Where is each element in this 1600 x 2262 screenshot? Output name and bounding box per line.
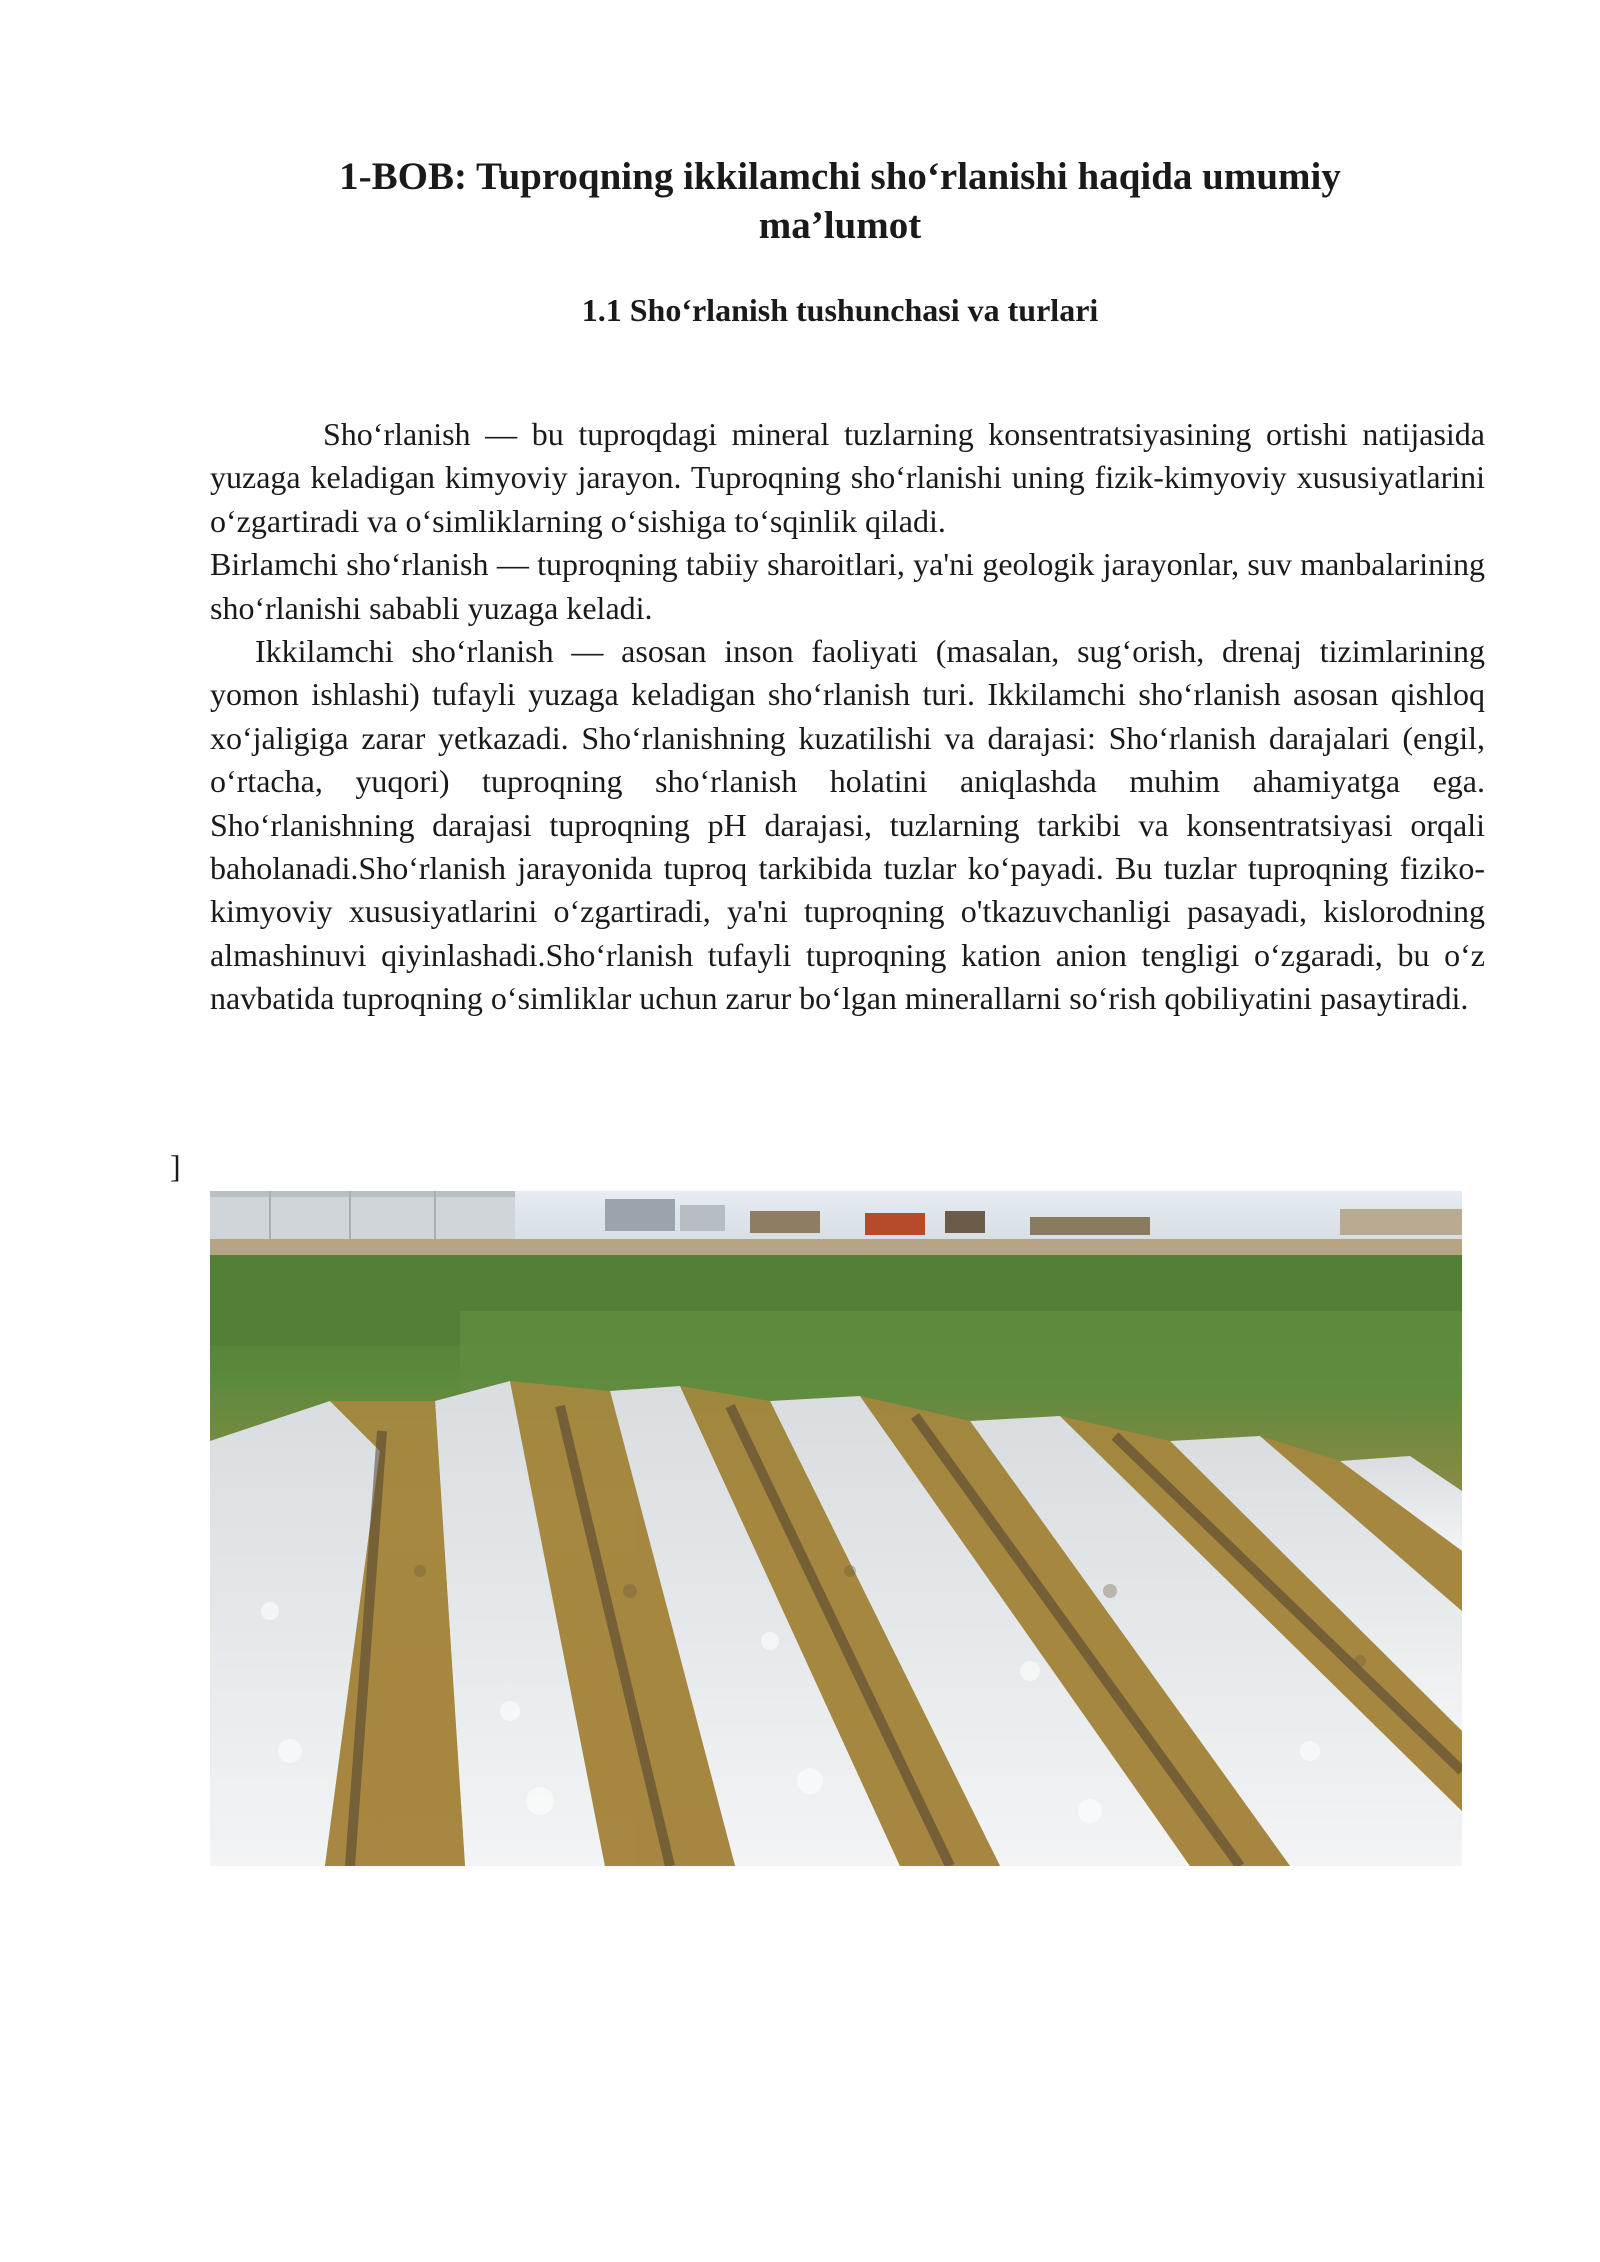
chapter-title (210, 152, 1470, 250)
chapter-title-line-2: ma’lumot (758, 204, 922, 247)
paragraph-secondary-salinization: Ikkilamchi sho‘rlanish — asosan inson faoliyati (masalan, sug‘orish, drenaj tizimlarining yomon ishlashi) tufayli yuzaga keladigan sho‘rlanish turi. Ikkilamchi sho‘rlanish asosan qishloq xo‘jaligiga zarar yetkazadi. Sho‘rlanishning kuzatilishi va darajasi: Sho‘rlanish darajalari (engil, o‘rtacha, yuqori) tuproqning sho‘rlanish holatini aniqlashda muhim ahamiyatga ega. Sho‘rlanishning darajasi tuproqning pH darajasi, tuzlarning tarkibi va konsentratsiyasi orqali baholanadi.Sho‘rlanish jarayonida tuproq tarkibida tuzlar ko‘payadi. Bu tuzlar tuproqning fiziko-kimyoviy xususiyatlarini o‘zgartiradi, ya'ni tuproqning o'tkazuvchanligi pasayadi, kislorodning almashinuvi qiyinlashadi.Sho‘rlanish tufayli tuproqning kation anion tengligi o‘zgaradi, bu o‘z navbatida tuproqning o‘simliklar uchun zarur bo‘lgan minerallarni so‘rish qobiliyatini pasaytiradi. (210, 633, 1485, 1017)
chapter-title-line-1: 1-BOB: Tuproqning ikkilamchi sho‘rlanishi haqida umumiy (339, 155, 1341, 198)
body-text (210, 413, 1485, 1021)
salinized-field-photo-icon (210, 1191, 1462, 1866)
section-title: 1.1 Sho‘rlanish tushunchasi va turlari (581, 292, 1099, 328)
paragraph-primary-salinization: Birlamchi sho‘rlanish — tuproqning tabiiy sharoitlari, ya'ni geologik jarayonlar, suv manbalarining sho‘rlanishi sababli yuzaga keladi. (210, 546, 1485, 626)
paragraph-salinization-definition: Sho‘rlanish — bu tuproqdagi mineral tuzlarning konsentratsiyasining ortishi natijasida yuzaga keladigan kimyoviy jarayon. Tuproqning sho‘rlanishi uning fizik-kimyoviy xususiyatlarini o‘zgartiradi va o‘simliklarning o‘sishiga to‘sqinlik qiladi. (210, 416, 1485, 539)
salinized-field-photo (210, 1191, 1462, 1866)
stray-bracket: ] (170, 1148, 181, 1184)
